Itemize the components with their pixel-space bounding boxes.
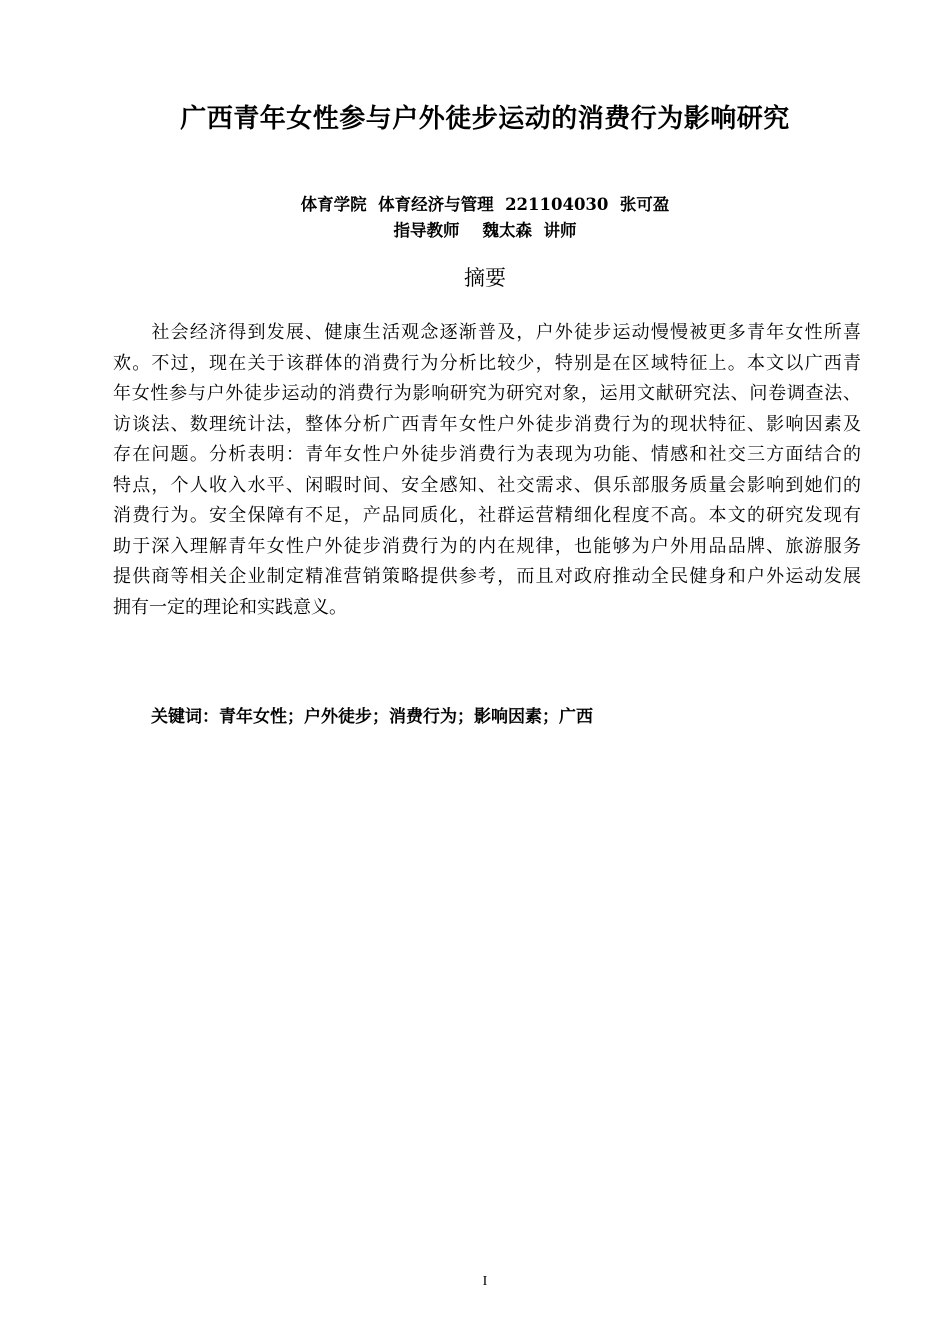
abstract-line: 特点，个人收入水平、闲暇时间、安全感知、社交需求、俱乐部服务质量会影响到她们的 — [113, 474, 861, 496]
keywords: 关键词：青年女性；户外徒步；消费行为；影响因素；广西 — [151, 707, 593, 727]
abstract-line: 社会经济得到发展、健康生活观念逐渐普及，户外徒步运动慢慢被更多青年女性所喜 — [113, 322, 861, 343]
abstract-line: 年女性参与户外徒步运动的消费行为影响研究为研究对象，运用文献研究法、问卷调查法、 — [113, 383, 861, 404]
abstract-line: 访谈法、数理统计法，整体分析广西青年女性户外徒步消费行为的现状特征、影响因素及 — [113, 413, 861, 435]
abstract-body — [113, 318, 861, 623]
abstract-line: 拥有一定的理论和实践意义。 — [113, 596, 347, 618]
advisor-info: 指导教师 魏太森 讲师 — [393, 221, 577, 240]
abstract-line: 欢。不过，现在关于该群体的消费行为分析比较少，特别是在区域特征上。本文以广西青 — [113, 352, 861, 374]
abstract-line: 消费行为。安全保障有不足，产品同质化，社群运营精细化程度不高。本文的研究发现有 — [113, 505, 861, 526]
document-title: 广西青年女性参与户外徒步运动的消费行为影响研究 — [180, 104, 790, 134]
page-number: I — [482, 1274, 488, 1289]
abstract-heading: 摘要 — [464, 266, 506, 290]
abstract-line: 助于深入理解青年女性户外徒步消费行为的内在规律，也能够为户外用品品牌、旅游服务 — [113, 535, 861, 557]
abstract-line: 存在问题。分析表明：青年女性户外徒步消费行为表现为功能、情感和社交三方面结合的 — [113, 444, 861, 465]
abstract-line: 提供商等相关企业制定精准营销策略提供参考，而且对政府推动全民健身和户外运动发展 — [113, 566, 861, 587]
author-info: 体育学院 体育经济与管理 221104030 张可盈 — [300, 195, 670, 214]
